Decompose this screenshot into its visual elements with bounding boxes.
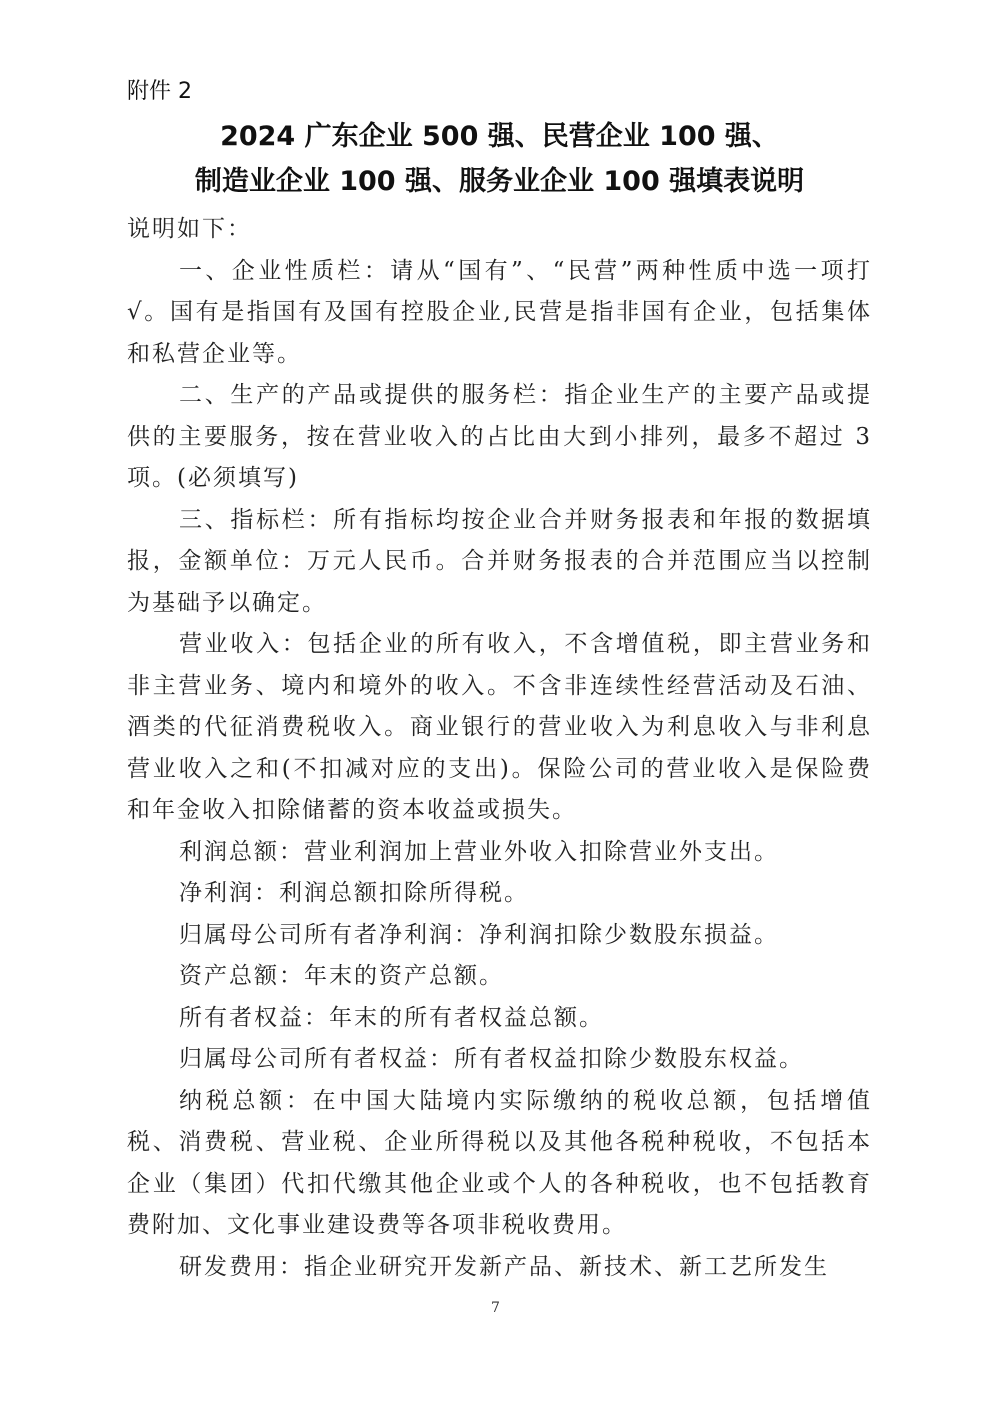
document-title-line-2: 制造业企业 100 强、服务业企业 100 强填表说明 bbox=[194, 166, 805, 197]
page-number: 7 bbox=[491, 1300, 500, 1316]
paragraph-total-tax: 纳税总额：在中国大陆境内实际缴纳的税收总额，包括增值税、消费税、营业税、企业所得税以及其他各税种税收，不包括本企业（集团）代扣代缴其他企业或个人的各种税收，也不包括教育费附加、文化事业建设费等各项非税收费用。 bbox=[127, 1087, 872, 1238]
paragraph-owners-equity: 所有者权益：年末的所有者权益总额。 bbox=[179, 1004, 604, 1031]
intro-text: 说明如下： bbox=[127, 216, 252, 242]
document-title-line-1: 2024 广东企业 500 强、民营企业 100 强、 bbox=[220, 121, 779, 152]
paragraph-enterprise-nature: 一、企业性质栏：请从“国有”、“民营”两种性质中选一项打√。国有是指国有及国有控股企业,民营是指非国有企业，包括集体和私营企业等。 bbox=[127, 257, 872, 367]
paragraph-net-profit: 净利润：利润总额扣除所得税。 bbox=[179, 880, 529, 906]
paragraph-rd-expense: 研发费用：指企业研究开发新产品、新技术、新工艺所发生 bbox=[179, 1253, 829, 1280]
paragraph-products-services: 二、生产的产品或提供的服务栏：指企业生产的主要产品或提供的主要服务，按在营业收入的占比由大到小排列，最多不超过 3 项。(必须填写) bbox=[127, 382, 872, 491]
attachment-label: 附件 2 bbox=[127, 79, 192, 104]
paragraph-parent-net-profit: 归属母公司所有者净利润：净利润扣除少数股东损益。 bbox=[179, 921, 779, 948]
paragraph-parent-owners-equity: 归属母公司所有者权益：所有者权益扣除少数股东权益。 bbox=[179, 1046, 804, 1072]
paragraph-total-assets: 资产总额：年末的资产总额。 bbox=[179, 963, 504, 989]
paragraph-total-profit: 利润总额：营业利润加上营业外收入扣除营业外支出。 bbox=[179, 838, 779, 865]
paragraph-operating-revenue: 营业收入：包括企业的所有收入，不含增值税，即主营业务和非主营业务、境内和境外的收入。不含非连续性经营活动及石油、酒类的代征消费税收入。商业银行的营业收入为利息收入与非利息营业收入之和(不扣减对应的支出)。保险公司的营业收入是保险费和年金收入扣除储蓄的资本收益或损失。 bbox=[127, 631, 872, 823]
paragraph-indicators: 三、指标栏：所有指标均按企业合并财务报表和年报的数据填报，金额单位：万元人民币。合并财务报表的合并范围应当以控制为基础予以确定。 bbox=[127, 506, 872, 616]
document-body bbox=[127, 209, 872, 1288]
